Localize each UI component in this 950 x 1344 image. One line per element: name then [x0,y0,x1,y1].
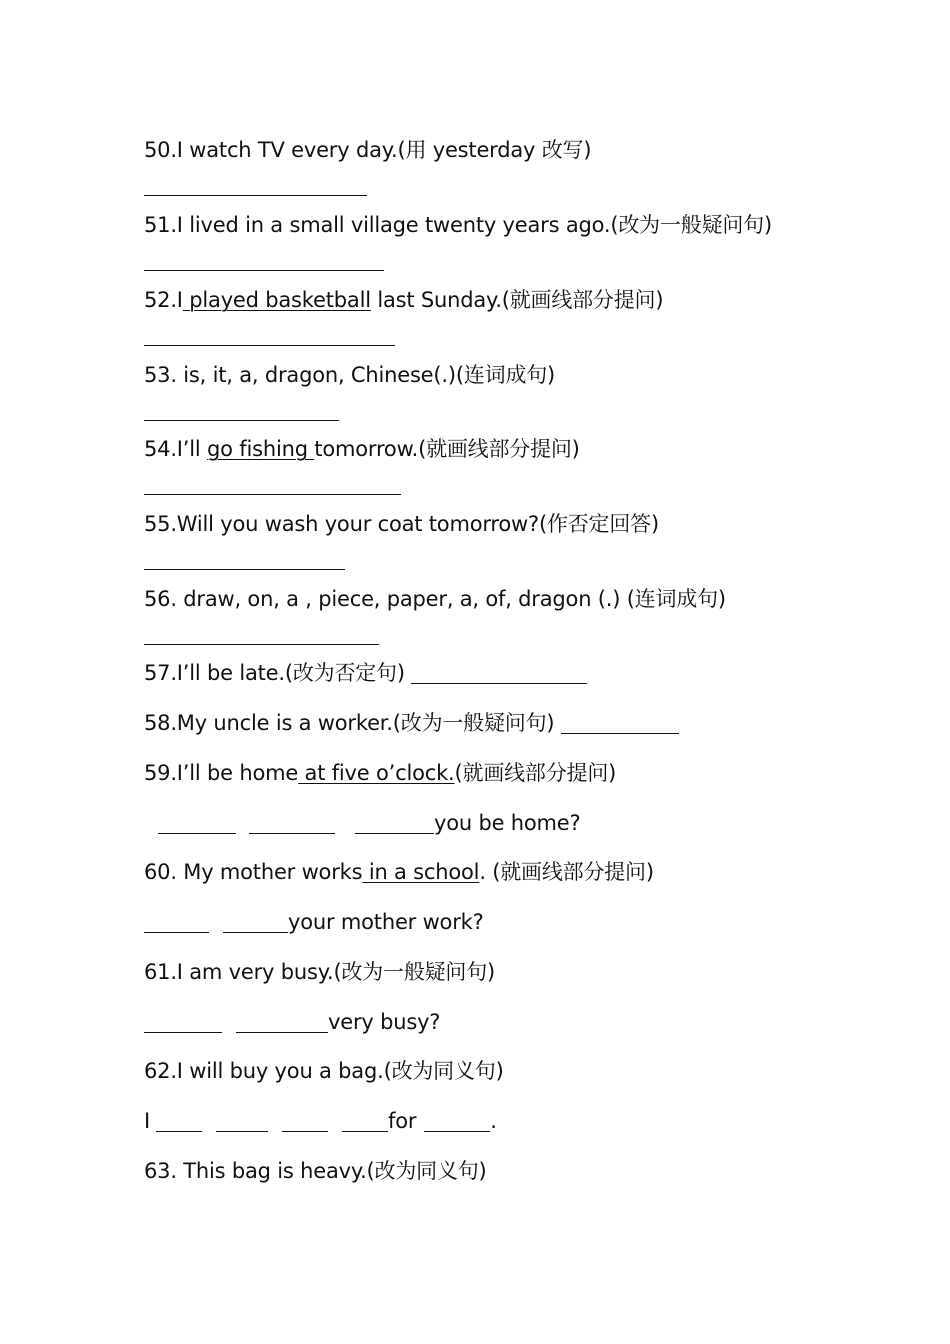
question-55: 55.Will you wash your coat tomorrow?(作否定回答) [144,512,659,536]
answer-blank-62-1[interactable] [156,1111,202,1132]
question-60-underlined-part: in a school [362,860,480,884]
answer-62-end: . [490,1109,497,1133]
answer-blank-59-1[interactable] [158,813,236,834]
answer-60-tail: your mother work? [288,910,484,934]
question-58 [144,709,679,737]
question-61: 61.I am very busy.(改为一般疑问句) [144,960,496,984]
question-54 [144,435,580,463]
answer-blank-59-3[interactable] [355,813,434,834]
answer-row-60 [144,908,484,936]
question-59 [144,759,616,787]
question-52-underlined-part: played basketball [182,288,371,312]
answer-row-62 [144,1107,497,1135]
question-63: 63. This bag is heavy.(改为同义句) [144,1159,487,1183]
answer-62-start: I [144,1109,150,1133]
answer-line-51[interactable] [144,270,384,271]
question-59-underlined-part: at five o’clock. [298,761,455,785]
question-60-suffix: . (就画线部分提问) [479,860,654,884]
answer-blank-61-2[interactable] [236,1012,328,1033]
question-59-suffix: (就画线部分提问) [454,761,617,785]
question-58-text: 58.My uncle is a worker.(改为一般疑问句) [144,711,555,735]
question-56: 56. draw, on, a , piece, paper, a, of, dragon (.) (连词成句) [144,587,726,611]
answer-row-59 [158,809,580,837]
question-59-prefix: 59.I’ll be home [144,761,299,785]
question-57-text: 57.I’ll be late.(改为否定句) [144,661,405,685]
answer-blank-57[interactable] [411,663,587,684]
question-57 [144,659,587,687]
question-50: 50.I watch TV every day.(用 yesterday 改写) [144,138,592,162]
question-52-prefix: 52.I [144,288,183,312]
answer-line-55[interactable] [144,569,345,570]
question-54-underlined-part: go fishing [207,437,315,461]
answer-line-54[interactable] [144,494,401,495]
answer-line-56[interactable] [144,644,379,645]
answer-line-53[interactable] [144,420,339,421]
answer-blank-60-1[interactable] [144,912,209,933]
answer-blank-59-2[interactable] [249,813,335,834]
answer-blank-62-3[interactable] [282,1111,328,1132]
answer-blank-60-2[interactable] [223,912,288,933]
question-53: 53. is, it, a, dragon, Chinese(.)(连词成句) [144,363,556,387]
answer-61-tail: very busy? [328,1010,441,1034]
question-52-suffix: last Sunday.(就画线部分提问) [370,288,664,312]
answer-row-61 [144,1008,440,1036]
question-52 [144,286,663,314]
answer-blank-58[interactable] [561,713,679,734]
question-54-prefix: 54.I’ll [144,437,208,461]
answer-line-50[interactable] [144,195,367,196]
question-60 [144,858,654,886]
answer-blank-62-5[interactable] [424,1111,490,1132]
answer-blank-62-4[interactable] [342,1111,388,1132]
answer-59-tail: you be home? [434,811,581,835]
answer-blank-61-1[interactable] [144,1012,222,1033]
question-60-prefix: 60. My mother works [144,860,363,884]
question-62: 62.I will buy you a bag.(改为同义句) [144,1059,504,1083]
answer-line-52[interactable] [144,345,395,346]
answer-62-mid: for [388,1109,417,1133]
question-51: 51.I lived in a small village twenty years ago.(改为一般疑问句) [144,213,772,237]
question-54-suffix: tomorrow.(就画线部分提问) [314,437,580,461]
answer-blank-62-2[interactable] [216,1111,268,1132]
